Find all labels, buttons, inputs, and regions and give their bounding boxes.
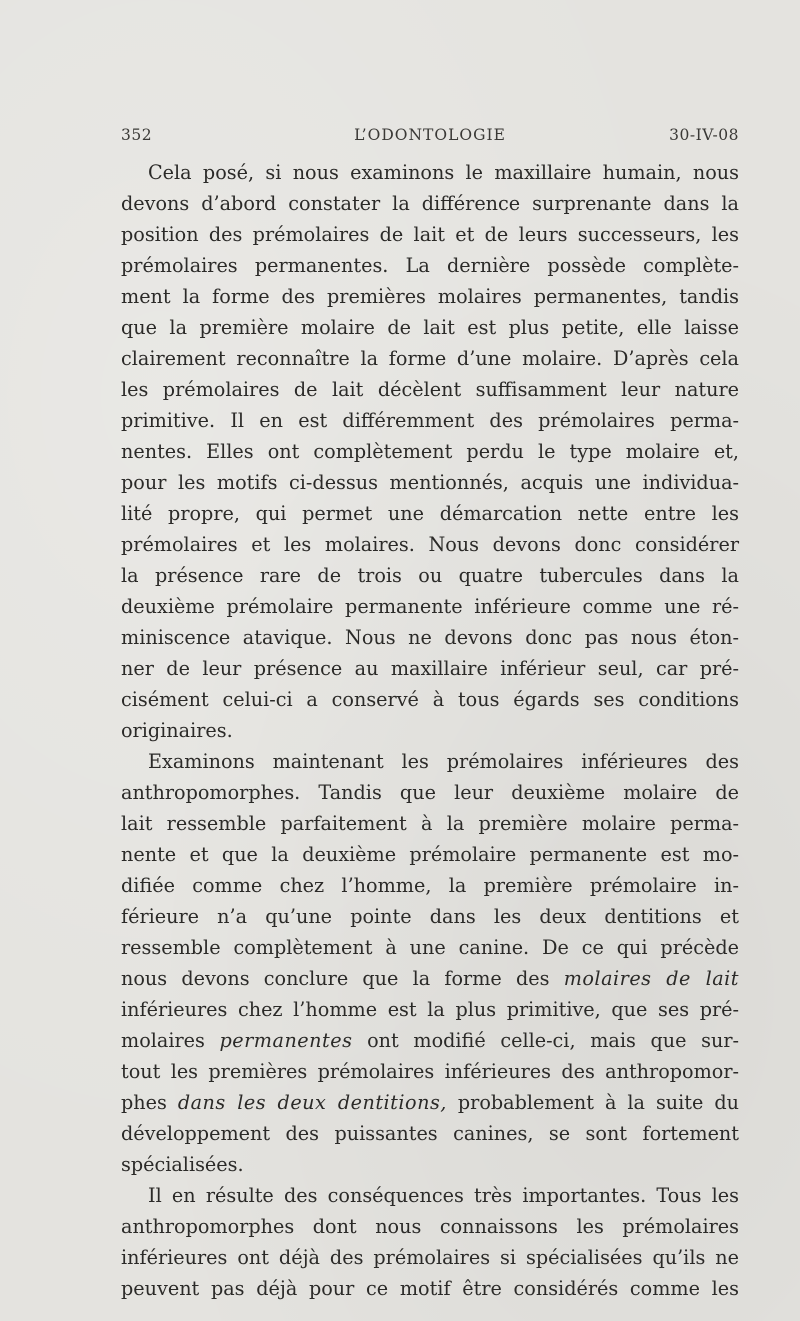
page-number: 352 [121, 126, 153, 144]
body-text [121, 157, 739, 1304]
text-line: Cela posé, si nous examinons le maxillaire humain, nous [148, 161, 739, 184]
text-line: inférieures chez l’homme est la plus primitive, que ses pré- [121, 998, 739, 1021]
text-line [121, 1087, 739, 1118]
text-line: développement des puissantes canines, se sont fortement [121, 1122, 739, 1145]
issue-date: 30-IV-08 [669, 126, 739, 144]
text-line: ner de leur présence au maxillaire inférieur seul, car pré- [121, 657, 739, 680]
text-line: prémolaires permanentes. La dernière possède complète- [121, 254, 739, 277]
text-line: lité propre, qui permet une démarcation nette entre les [121, 502, 739, 525]
text-line: anthropomorphes dont nous connaissons les prémolaires [121, 1215, 739, 1238]
running-head [121, 126, 739, 148]
text-line: prémolaires et les molaires. Nous devons donc considérer [121, 533, 739, 556]
text-line: lait ressemble parfaitement à la première molaire perma- [121, 812, 739, 835]
text-line: deuxième prémolaire permanente inférieure comme une ré- [121, 595, 739, 618]
text-line: Il en résulte des conséquences très importantes. Tous les [148, 1184, 739, 1207]
italic-text: dans les deux dentitions, [177, 1091, 447, 1114]
journal-title: L’ODONTOLOGIE [354, 126, 506, 144]
text-run: nous devons conclure que la forme des [121, 967, 550, 990]
text-line: ressemble complètement à une canine. De ce qui précède [121, 936, 739, 959]
text-line: pour les motifs ci-dessus mentionnés, acquis une individua- [121, 471, 739, 494]
text-line: que la première molaire de lait est plus petite, elle laisse [121, 316, 739, 339]
text-run: phes [121, 1091, 167, 1114]
text-line: devons d’abord constater la différence surprenante dans la [121, 192, 739, 215]
italic-text: molaires de lait [563, 967, 740, 990]
italic-text: permanentes [219, 1029, 353, 1052]
text-line: férieure n’a qu’une pointe dans les deux dentitions et [121, 905, 739, 928]
text-line: nente et que la deuxième prémolaire permanente est mo- [121, 843, 739, 866]
text-line [121, 1025, 739, 1056]
text-run: probablement à la suite du [457, 1091, 739, 1114]
text-line: position des prémolaires de lait et de leurs successeurs, les [121, 223, 739, 246]
text-line: difiée comme chez l’homme, la première prémolaire in- [121, 874, 739, 897]
text-line: les prémolaires de lait décèlent suffisamment leur nature [121, 378, 739, 401]
text-line: spécialisées. [121, 1153, 244, 1176]
text-run: molaires [121, 1029, 205, 1052]
text-line: originaires. [121, 719, 233, 742]
text-line: ment la forme des premières molaires permanentes, tandis [121, 285, 739, 308]
text-line: nentes. Elles ont complètement perdu le type molaire et, [121, 440, 739, 463]
text-line: inférieures ont déjà des prémolaires si spécialisées qu’ils ne [121, 1246, 739, 1269]
text-line [121, 963, 739, 994]
text-line: Examinons maintenant les prémolaires inférieures des [148, 750, 739, 773]
text-line: anthropomorphes. Tandis que leur deuxième molaire de [121, 781, 739, 804]
text-line: peuvent pas déjà pour ce motif être considérés comme les [121, 1277, 739, 1300]
text-run: ont modifié celle-ci, mais que sur- [367, 1029, 739, 1052]
text-line: tout les premières prémolaires inférieures des anthropomor- [121, 1060, 739, 1083]
text-line: clairement reconnaître la forme d’une molaire. D’après cela [121, 347, 739, 370]
text-line: la présence rare de trois ou quatre tubercules dans la [121, 564, 739, 587]
text-line: cisément celui-ci a conservé à tous égards ses conditions [121, 688, 739, 711]
text-line: primitive. Il en est différemment des prémolaires perma- [121, 409, 739, 432]
text-line: miniscence atavique. Nous ne devons donc pas nous éton- [121, 626, 739, 649]
